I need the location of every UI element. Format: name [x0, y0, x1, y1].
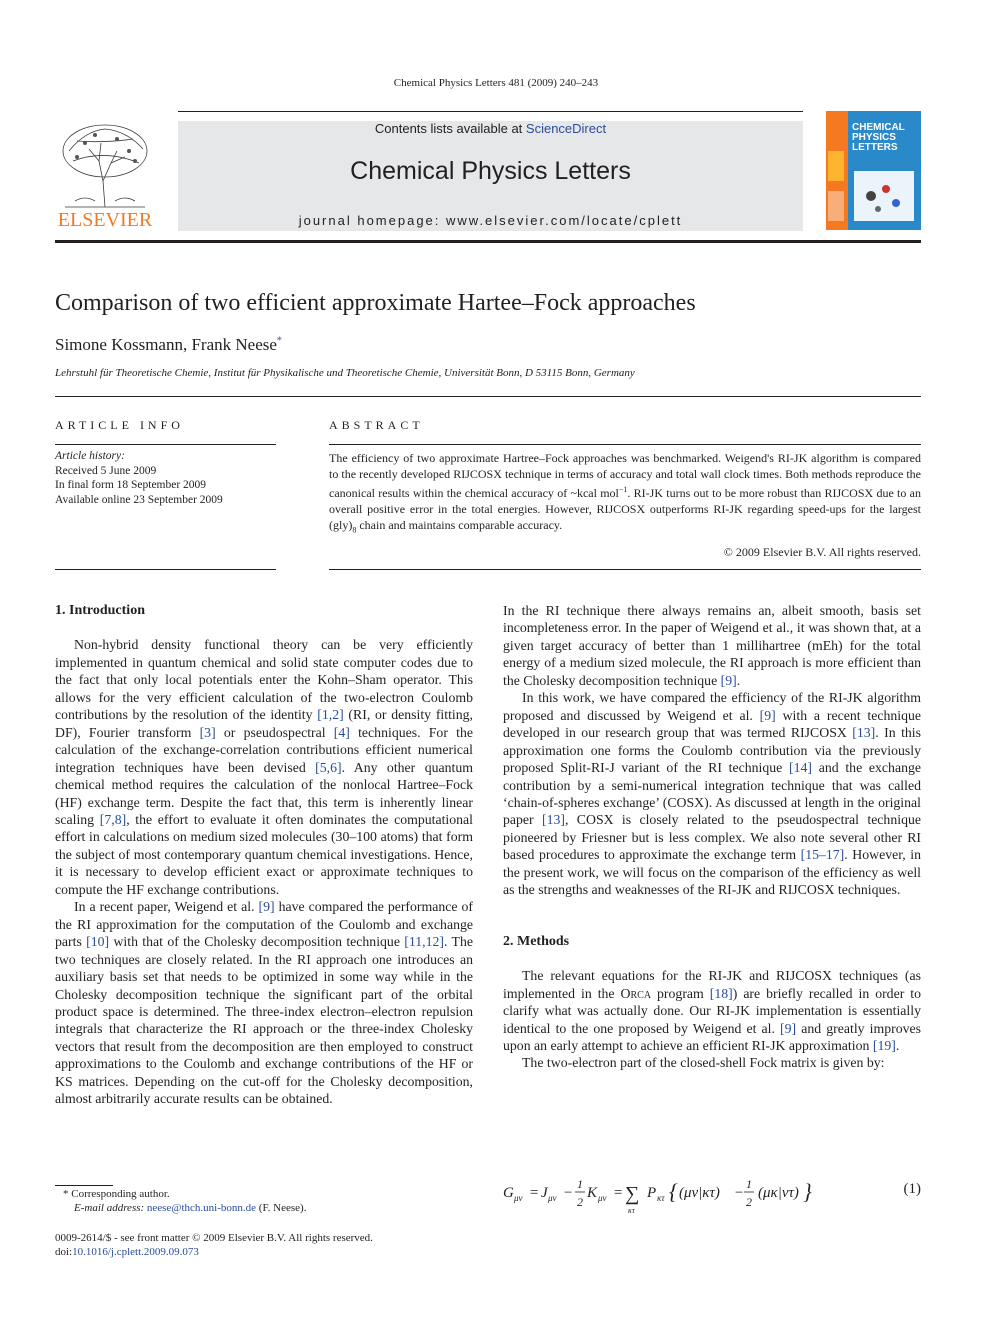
ref-1-2[interactable]: [1,2]	[317, 707, 344, 723]
svg-text:G: G	[503, 1185, 514, 1201]
abstract-heading: ABSTRACT	[329, 418, 424, 432]
abstract-bottom-rule	[329, 569, 921, 570]
email-link[interactable]: neese@thch.uni-bonn.de	[146, 1202, 257, 1214]
section-1-heading: 1. Introduction	[55, 603, 145, 618]
svg-text:{: {	[669, 1179, 678, 1204]
svg-text:=: =	[529, 1185, 540, 1201]
ref-9-d[interactable]: [9]	[780, 1020, 797, 1036]
article-info-heading: ARTICLE INFO	[55, 418, 184, 432]
svg-text:(μν|κτ): (μν|κτ)	[679, 1185, 720, 1201]
abstract-copyright: © 2009 Elsevier B.V. All rights reserved.	[723, 545, 921, 559]
cover-title: CHEMICAL PHYSICS LETTERS	[852, 122, 905, 153]
svg-text:1: 1	[577, 1177, 583, 1191]
footnote-corresponding: * Corresponding author.	[63, 1188, 170, 1200]
svg-text:μν: μν	[598, 1193, 607, 1203]
contents-line: Contents lists available at ScienceDirect	[374, 121, 607, 136]
methods-paragraph-2: The two-electron part of the closed-shell Fock matrix is given by:	[522, 1055, 885, 1071]
history-online: Available online 23 September 2009	[55, 493, 223, 506]
footnote-email: E-mail address: neese@thch.uni-bonn.de (F. Neese).	[74, 1202, 307, 1214]
journal-homepage[interactable]: journal homepage: www.elsevier.com/locate/cplett	[298, 213, 683, 228]
equation-1	[503, 1175, 921, 1220]
svg-text:J: J	[541, 1185, 548, 1201]
ref-14[interactable]: [14]	[789, 760, 813, 776]
svg-text:K: K	[587, 1185, 598, 1201]
publisher-name: ELSEVIER	[57, 209, 153, 231]
doi-line: doi:10.1016/j.cplett.2009.09.073	[55, 1246, 199, 1258]
ref-15-17[interactable]: [15–17]	[800, 847, 845, 863]
article-title: Comparison of two efficient approximate Hartee–Fock approaches	[55, 290, 696, 316]
journal-title: Chemical Physics Letters	[350, 157, 631, 185]
journal-cover[interactable]	[826, 111, 921, 230]
ref-5-6[interactable]: [5,6]	[315, 759, 342, 775]
svg-text:}: }	[803, 1179, 812, 1204]
svg-text:(μκ|ντ): (μκ|ντ)	[758, 1185, 799, 1201]
issn-line: 0009-2614/$ - see front matter © 2009 Elsevier B.V. All rights reserved.	[55, 1232, 373, 1244]
ref-11-12[interactable]: [11,12]	[404, 934, 445, 950]
ref-9-b[interactable]: [9]	[720, 672, 737, 688]
svg-text:−: −	[734, 1185, 745, 1201]
history-revised: In final form 18 September 2009	[55, 479, 207, 491]
affiliation: Lehrstuhl für Theoretische Chemie, Institut für Physikalische und Theoretische Chemie, Universität Bonn, D 53115 Bonn, Germany	[55, 367, 635, 379]
intro-paragraph-2: In a recent paper, Weigend et al. [9] have compared the performance of the RI approximation for the computation of the Coulomb and exchange parts [10] with that of the Cholesky decomposition technique [11,12]. The two techniques are closely related. In the RI approach one introduces an auxiliary basis set that needs to be optimized in some way while in the Cholesky decomposition technique the significant part of the orbital product space is determined. The three-index electron–electron repulsion integrals that characterize the RI approach or the three-index Cholesky vectors that result from the decomposition are then employed to construct approximations to the Coulomb and exchange contributions of the HF or KS matrices. Depending on the cut-off for the Cholesky decomposition, almost arbitrarily accurate results can be obtained.	[55, 899, 473, 1107]
article-history	[55, 449, 276, 507]
ref-9-c[interactable]: [9]	[759, 707, 776, 723]
fock-equation	[503, 1175, 833, 1215]
svg-text:κτ: κτ	[657, 1193, 665, 1203]
history-label: Article history:	[55, 450, 125, 462]
svg-text:μν: μν	[548, 1193, 557, 1203]
journal-citation: Chemical Physics Letters 481 (2009) 240–243	[393, 77, 599, 89]
elsevier-logo[interactable]	[55, 121, 155, 231]
svg-text:P: P	[647, 1185, 657, 1201]
svg-text:μν: μν	[514, 1193, 523, 1203]
ref-7-8[interactable]: [7,8]	[99, 811, 127, 827]
methods-paragraph-1: The relevant equations for the RI-JK and RIJCOSX techniques (as implemented in the Orca program [18]) are briefly recalled in order to clarify what was actually done. Our RI-JK implementation is essentially identical to the one proposed by Weigend et al. [9] and greatly improves upon an early attempt to achieve an efficient RI-JK approximation [19].	[503, 968, 922, 1053]
ref-19[interactable]: [19]	[872, 1037, 896, 1053]
cover-art-icon	[826, 111, 921, 230]
left-column	[55, 602, 473, 1108]
equation-number: (1)	[903, 1181, 921, 1197]
sciencedirect-link[interactable]: ScienceDirect	[525, 121, 607, 136]
footnote-rule	[55, 1185, 113, 1186]
svg-text:κτ: κτ	[628, 1206, 635, 1215]
author-list: Simone Kossmann, Frank Neese*	[55, 335, 282, 354]
svg-text:−: −	[563, 1185, 574, 1201]
ref-18[interactable]: [18]	[709, 985, 733, 1001]
journal-banner	[178, 121, 803, 231]
svg-text:1: 1	[746, 1177, 752, 1191]
corresponding-author-mark[interactable]: *	[276, 335, 282, 347]
masthead-rule	[55, 240, 921, 243]
info-top-rule	[55, 396, 921, 397]
intro-paragraph-3: In the RI technique there always remains an, albeit smooth, basis set incompleteness error. In the paper of Weigend et al., it was shown that, at a given target accuracy of better than 1 millihartree (mEh) for the total energy of a medium sized molecule, the RI approach is more efficient than the Cholesky decomposition technique [9].	[503, 603, 921, 688]
ref-13[interactable]: [13]	[852, 725, 876, 741]
svg-text:=: =	[613, 1185, 624, 1201]
history-received: Received 5 June 2009	[55, 464, 157, 477]
ref-9[interactable]: [9]	[258, 899, 275, 915]
article-info-bottom-rule	[55, 569, 276, 570]
ref-3[interactable]: [3]	[199, 724, 216, 740]
abstract-text: The efficiency of two approximate Hartree–Fock approaches was benchmarked. Weigend's RI-JK algorithm is compared to the recently developed RIJCOSX technique in terms of accuracy and total wall clock times. Both methods reproduce the canonical results within the chemical accuracy of ~kcal mol$^{-1}$. RI-JK turns out to be more robust than RIJCOSX due to an overall positive error in the total energies. However, RIJCOSX outperforms RI-JK regarding speed-ups for the largest $(gly)_8$ chain and maintains comparable accuracy.	[329, 451, 921, 535]
intro-paragraph-4: In this work, we have compared the efficiency of the RI-JK algorithm proposed and discussed by Weigend et al. [9] with a recent technique developed in our research group that was termed RIJCOSX [13]. In this approximation one forms the Coulomb contribution via the previously proposed Split-RI-J variant of the RI technique [14] and the exchange contribution by a semi-numerical integration technique that was called ‘chain-of-spheres exchange’ (COSX). As discussed at length in the original paper [13], COSX is closely related to the pseudospectral technique pioneered by Friesner but is less complex. We also note several other RI based procedures to approximate the exchange term [15–17]. However, in the present work, we will focus on the comparison of the efficiency as well as the strengths and weaknesses of the RI-JK and RIJCOSX techniques.	[503, 690, 922, 898]
intro-paragraph-1: Non-hybrid density functional theory can be very efficiently implemented in quantum chemical and solid state computer codes due to the fact that only local potentials enter the Kohn–Sham operator. This allows for the very efficient calculation of the two-electron Coulomb contributions by the resolution of the identity [1,2] (RI, or density fitting, DF), Fourier transform [3] or pseudospectral [4] techniques. For the calculation of the exchange-correlation contributions efficient numerical integration techniques have been devised [5,6]. Any other quantum chemical method requires the calculation of the nonlocal Hartree–Fock (HF) exchange term. Despite the fact that, this term is inherently linear scaling [7,8], the effort to evaluate it often dominates the computational effort in calculations on medium sized molecules (30–100 atoms) that form the subject of most contemporary quantum chemical investigations. Hence, it is necessary to develop efficient exact or approximate techniques to compute the HF exchange contributions.	[55, 637, 474, 897]
header-divider	[178, 111, 803, 112]
doi-link[interactable]: 10.1016/j.cplett.2009.09.073	[72, 1246, 199, 1258]
section-2-heading: 2. Methods	[503, 933, 570, 949]
svg-text:2: 2	[577, 1195, 583, 1209]
ref-4[interactable]: [4]	[333, 724, 350, 740]
orca-name: Orca	[620, 985, 652, 1001]
ref-10[interactable]: [10]	[86, 934, 110, 950]
abstract-rule	[329, 444, 921, 445]
right-column	[503, 602, 921, 1072]
ref-13-b[interactable]: [13]	[541, 812, 565, 828]
article-info-rule	[55, 444, 276, 445]
svg-text:2: 2	[746, 1195, 752, 1209]
svg-text:∑: ∑	[625, 1183, 640, 1205]
